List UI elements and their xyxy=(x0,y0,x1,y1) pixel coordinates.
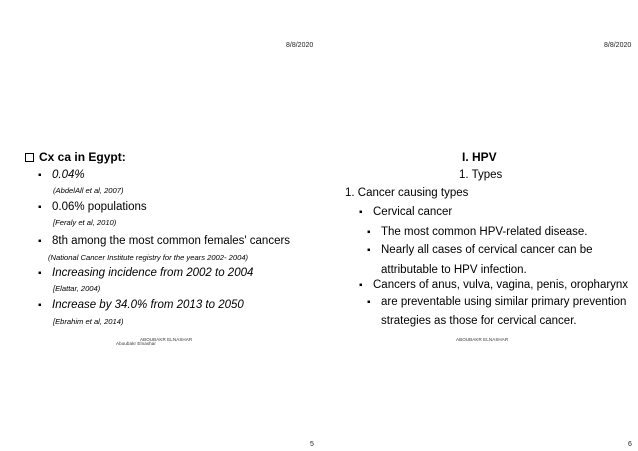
list-item: ▪ Increase by 34.0% from 2013 to 2050 xyxy=(38,299,244,311)
list-item: ▪ 0.04% xyxy=(38,169,85,181)
list-item: ▪ 0.06% populations xyxy=(38,201,147,213)
left-page-heading xyxy=(25,150,126,164)
citation: [Feraly et al, 2010) xyxy=(53,218,117,227)
right-page-subtitle: 1. Types xyxy=(459,169,503,181)
right-page-date: 8/8/2020 xyxy=(604,42,632,49)
citation: [Ebrahim et al, 2014) xyxy=(53,317,124,326)
point-item-continuation: strategies as those for cervical cancer. xyxy=(381,315,577,327)
checkbox-bullet-icon xyxy=(25,153,34,162)
right-page-number: 6 xyxy=(628,441,632,448)
point-item-continuation: attributable to HPV infection. xyxy=(381,264,527,276)
left-heading-text: Cx ca in Egypt: xyxy=(39,150,126,164)
point-item: ▪ The most common HPV-related disease. xyxy=(367,226,587,238)
left-page-date: 8/8/2020 xyxy=(286,42,314,49)
point-item: ▪ are preventable using similar primary prevention xyxy=(367,296,626,308)
section-heading: 1. Cancer causing types xyxy=(345,187,469,199)
sub-item: ▪ Cervical cancer xyxy=(359,206,452,218)
citation: (National Cancer Institute registry for the years 2002- 2004) xyxy=(48,253,249,262)
right-page-title: I. HPV xyxy=(462,150,497,164)
sub-item: ▪ Cancers of anus, vulva, vagina, penis, oropharynx xyxy=(359,279,628,291)
right-footer-name: ABOUBAKR ELNASHAR xyxy=(456,337,509,342)
list-item: ▪ 8th among the most common females' cancers xyxy=(38,235,290,247)
citation: [Elattar, 2004) xyxy=(53,284,101,293)
left-page-number: 5 xyxy=(310,441,314,448)
left-footer-name-alt: Aboubakr Elnashar xyxy=(116,341,156,346)
list-item: ▪ Increasing incidence from 2002 to 2004 xyxy=(38,267,253,279)
point-item: ▪ Nearly all cases of cervical cancer can be xyxy=(367,244,593,256)
citation: (AbdelAll et al, 2007) xyxy=(53,186,124,195)
left-footer-name: ABOUBAKR ELNASHAR xyxy=(140,337,193,342)
